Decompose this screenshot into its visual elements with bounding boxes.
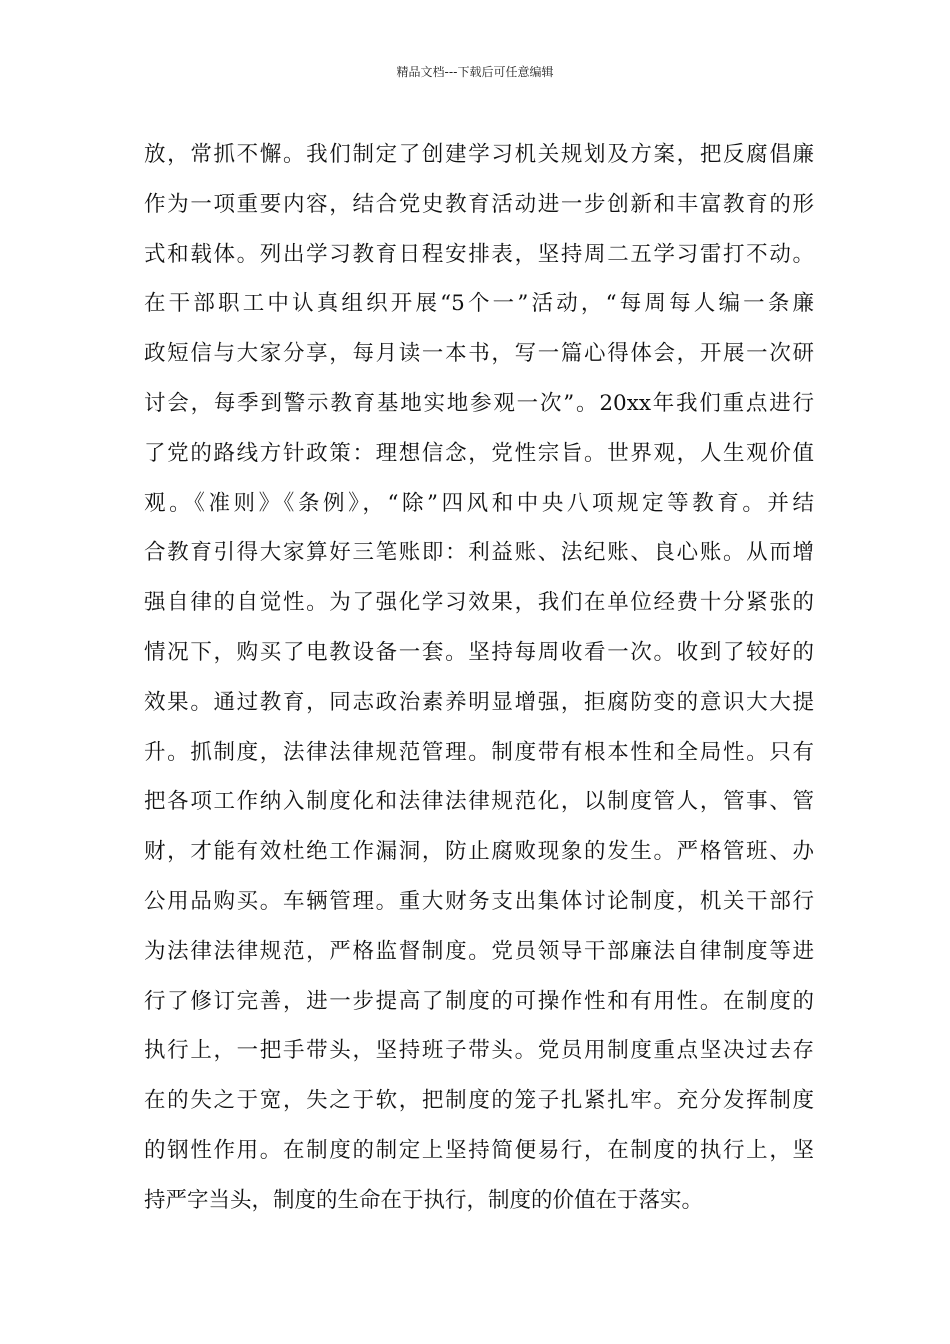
- text-line: 讨会，每季到警示教育基地实地参观一次”。20xx年我们重点进行: [144, 390, 814, 416]
- text-line: 效果。通过教育，同志政治素养明显增强，拒腐防变的意识大大提: [144, 689, 814, 715]
- text-line: 执行上，一把手带头，坚持班子带头。党员用制度重点坚决过去存: [144, 1038, 814, 1064]
- text-line: 观。《准则》《条例》，“除”四风和中央八项规定等教育。并结: [144, 490, 814, 516]
- text-line: 为法律法律规范，严格监督制度。党员领导干部廉法自律制度等进: [144, 938, 814, 964]
- page-header: 精品文档---下载后可任意编辑: [396, 65, 554, 79]
- text-line: 在的失之于宽，失之于软，把制度的笼子扎紧扎牢。充分发挥制度: [144, 1088, 814, 1114]
- text-line: 放，常抓不懈。我们制定了创建学习机关规划及方案，把反腐倡廉: [144, 142, 814, 167]
- text-line-last: 持严字当头，制度的生命在于执行，制度的价值在于落实。: [144, 1187, 704, 1213]
- text-line: 合教育引得大家算好三笔账即：利益账、法纪账、良心账。从而增: [144, 540, 814, 566]
- text-line: 公用品购买。车辆管理。重大财务支出集体讨论制度，机关干部行: [144, 888, 814, 914]
- text-line: 的钢性作用。在制度的制定上坚持简便易行，在制度的执行上，坚: [144, 1137, 814, 1163]
- document-body: [144, 130, 814, 1226]
- text-line: 行了修订完善，进一步提高了制度的可操作性和有用性。在制度的: [144, 988, 814, 1014]
- text-line: 财，才能有效杜绝工作漏洞，防止腐败现象的发生。严格管班、办: [144, 839, 814, 865]
- text-line: 在干部职工中认真组织开展“5个一”活动，“每周每人编一条廉: [144, 291, 814, 317]
- text-line: 把各项工作纳入制度化和法律法律规范化，以制度管人，管事、管: [144, 789, 814, 815]
- text-line: 作为一项重要内容，结合党史教育活动进一步创新和丰富教育的形: [144, 191, 814, 217]
- text-line: 强自律的自觉性。为了强化学习效果，我们在单位经费十分紧张的: [144, 590, 814, 616]
- text-line: 式和载体。列出学习教育日程安排表，坚持周二五学习雷打不动。: [144, 241, 814, 267]
- text-line: 了党的路线方针政策：理想信念，党性宗旨。世界观，人生观价值: [144, 440, 814, 466]
- text-line: 政短信与大家分享，每月读一本书，写一篇心得体会，开展一次研: [144, 341, 814, 367]
- text-line: 情况下，购买了电教设备一套。坚持每周收看一次。收到了较好的: [144, 639, 814, 665]
- text-line: 升。抓制度，法律法律规范管理。制度带有根本性和全局性。只有: [144, 739, 814, 765]
